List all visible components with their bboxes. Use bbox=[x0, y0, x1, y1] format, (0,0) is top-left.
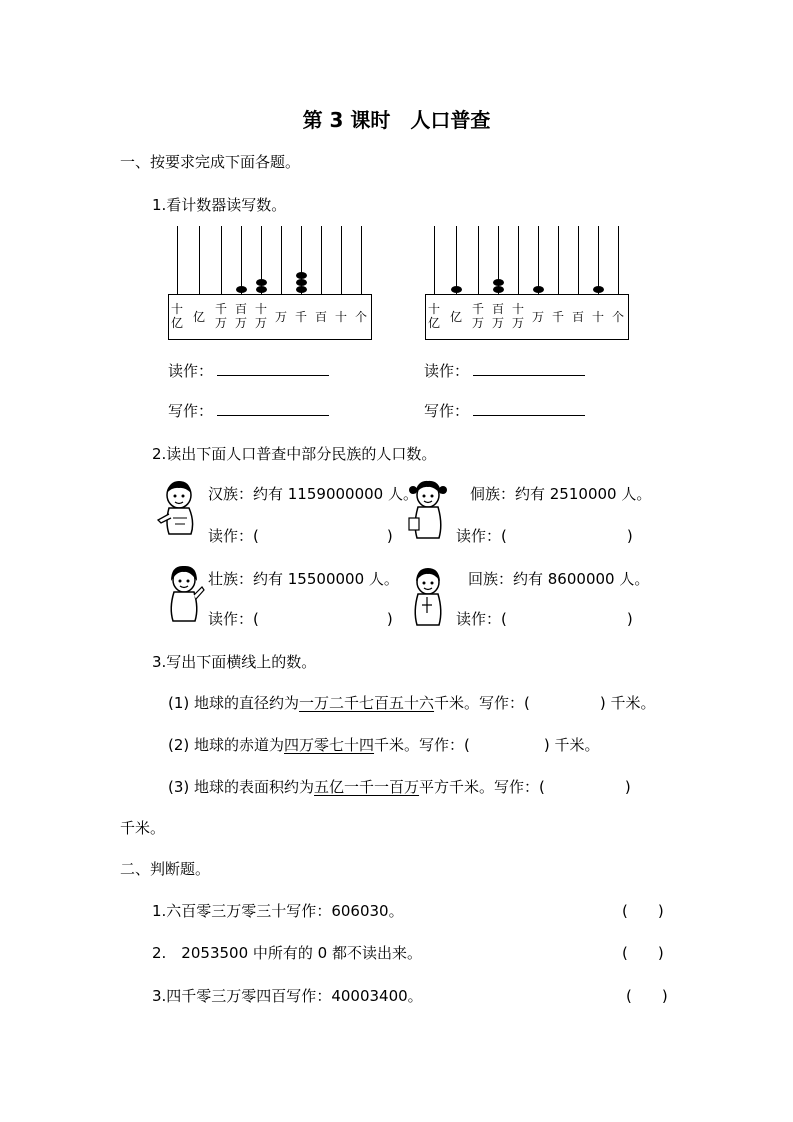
place-label bbox=[333, 310, 349, 324]
item-post: 平方千米。写作：( bbox=[419, 778, 545, 796]
judge-item-1: 1.六百零三万零三十写作：606030。 bbox=[152, 902, 404, 920]
place-label bbox=[213, 302, 229, 330]
section1-heading: 一、按要求完成下面各题。 bbox=[120, 153, 301, 171]
read-label: 读作： bbox=[424, 362, 470, 380]
read-label: 读作： bbox=[168, 362, 214, 380]
place-label-char: 个 bbox=[611, 310, 624, 324]
place-label bbox=[570, 310, 586, 324]
abacus-rod bbox=[241, 226, 242, 294]
judge-paren-3[interactable]: ( ) bbox=[626, 987, 668, 1005]
place-label bbox=[169, 302, 185, 330]
place-label-char: 个 bbox=[354, 310, 367, 324]
place-label bbox=[233, 302, 249, 330]
item-close: ) bbox=[624, 778, 631, 796]
abacus-rod bbox=[558, 226, 559, 294]
place-label-char: 十 bbox=[170, 302, 183, 316]
place-label bbox=[353, 310, 369, 324]
q2-label: 2.读出下面人口普查中部分民族的人口数。 bbox=[152, 445, 437, 463]
abacus-rod bbox=[518, 226, 519, 294]
place-label-char: 十 bbox=[427, 302, 440, 316]
place-label-char: 亿 bbox=[449, 310, 462, 324]
read-open: 读作：( bbox=[208, 610, 259, 628]
place-label-char: 千 bbox=[214, 302, 227, 316]
abacus-bead bbox=[451, 286, 462, 293]
dong-read bbox=[456, 525, 633, 546]
place-label bbox=[610, 310, 626, 324]
abacus-rod bbox=[618, 226, 619, 294]
place-label bbox=[313, 310, 329, 324]
item-close: ) 千米。 bbox=[543, 736, 600, 754]
abacus-bead bbox=[256, 286, 267, 293]
place-label-char: 十 bbox=[591, 310, 604, 324]
item-close: ) 千米。 bbox=[599, 694, 656, 712]
abacus-rod bbox=[538, 226, 539, 294]
place-label-char: 百 bbox=[314, 310, 327, 324]
place-label-char: 百 bbox=[491, 302, 504, 316]
abacus-rod bbox=[434, 226, 435, 294]
item-pre: (3) 地球的表面积约为 bbox=[168, 778, 315, 796]
place-label-char: 亿 bbox=[427, 316, 440, 330]
place-label-char: 万 bbox=[234, 316, 247, 330]
write-blank-2[interactable] bbox=[473, 401, 585, 416]
page-title: 第 3 课时 人口普查 bbox=[302, 108, 491, 132]
abacus-bead bbox=[256, 279, 267, 286]
place-label-char: 万 bbox=[531, 310, 544, 324]
zhuang-read bbox=[208, 608, 393, 629]
read-open: 读作：( bbox=[456, 610, 507, 628]
read-blank-1[interactable] bbox=[217, 361, 329, 376]
place-label bbox=[550, 310, 566, 324]
child-boy-icon bbox=[155, 478, 201, 536]
abacus-bead bbox=[236, 286, 247, 293]
read-close: ) bbox=[626, 527, 633, 545]
place-label-char: 千 bbox=[294, 310, 307, 324]
read-close: ) bbox=[386, 527, 393, 545]
place-label bbox=[253, 302, 269, 330]
read-row-1 bbox=[168, 360, 329, 381]
read-open: 读作：( bbox=[208, 527, 259, 545]
abacus-rod bbox=[578, 226, 579, 294]
q3-item-2 bbox=[168, 734, 600, 755]
q3-label: 3.写出下面横线上的数。 bbox=[152, 653, 317, 671]
read-row-2 bbox=[424, 360, 585, 381]
read-open: 读作：( bbox=[456, 527, 507, 545]
place-label-char: 万 bbox=[214, 316, 227, 330]
place-label bbox=[448, 310, 464, 324]
write-label: 写作： bbox=[168, 402, 214, 420]
abacus-bead bbox=[296, 272, 307, 279]
abacus-rod bbox=[341, 226, 342, 294]
place-label-char: 万 bbox=[511, 316, 524, 330]
section2-heading: 二、判断题。 bbox=[120, 860, 211, 878]
place-label-char: 十 bbox=[511, 302, 524, 316]
q1-label: 1.看计数器读写数。 bbox=[152, 196, 287, 214]
place-label bbox=[426, 302, 442, 330]
child-girl-2-icon bbox=[162, 563, 206, 623]
abacus-bead bbox=[493, 286, 504, 293]
zhuang-text: 壮族：约有 15500000 人。 bbox=[208, 570, 399, 588]
judge-paren-2[interactable]: ( ) bbox=[622, 944, 664, 962]
abacus-bead bbox=[296, 286, 307, 293]
write-label: 写作： bbox=[424, 402, 470, 420]
place-label-char: 万 bbox=[274, 310, 287, 324]
abacus-rod bbox=[456, 226, 457, 294]
abacus-bead bbox=[493, 279, 504, 286]
read-close: ) bbox=[626, 610, 633, 628]
abacus-rod bbox=[221, 226, 222, 294]
q3-item-1 bbox=[168, 692, 656, 713]
abacus-rod bbox=[598, 226, 599, 294]
item-underlined: 一万二千七百五十六 bbox=[299, 694, 435, 712]
place-label bbox=[510, 302, 526, 330]
read-close: ) bbox=[386, 610, 393, 628]
place-label bbox=[293, 310, 309, 324]
han-read bbox=[208, 525, 393, 546]
abacus-rod bbox=[478, 226, 479, 294]
abacus-rod bbox=[177, 226, 178, 294]
hui-read bbox=[456, 608, 633, 629]
place-label-char: 十 bbox=[334, 310, 347, 324]
abacus-bead bbox=[296, 279, 307, 286]
place-label-char: 千 bbox=[551, 310, 564, 324]
abacus-bead bbox=[593, 286, 604, 293]
place-label bbox=[490, 302, 506, 330]
abacus-rod bbox=[199, 226, 200, 294]
judge-item-3: 3.四千零三万零四百写作：40003400。 bbox=[152, 987, 423, 1005]
abacus-rod bbox=[361, 226, 362, 294]
abacus-1 bbox=[168, 226, 372, 354]
place-label-char: 千 bbox=[471, 302, 484, 316]
dong-text: 侗族：约有 2510000 人。 bbox=[470, 485, 652, 503]
place-label-char: 亿 bbox=[192, 310, 205, 324]
place-label-char: 百 bbox=[571, 310, 584, 324]
write-row-2 bbox=[424, 400, 585, 421]
write-row-1 bbox=[168, 400, 329, 421]
abacus-rod bbox=[281, 226, 282, 294]
place-label bbox=[273, 310, 289, 324]
item-underlined: 四万零七十四 bbox=[284, 736, 375, 754]
place-label-char: 万 bbox=[471, 316, 484, 330]
place-label-char: 十 bbox=[254, 302, 267, 316]
child-boy-2-icon bbox=[407, 565, 449, 627]
place-label bbox=[191, 310, 207, 324]
item-post: 千米。写作：( bbox=[374, 736, 470, 754]
judge-paren-1[interactable]: ( ) bbox=[622, 902, 664, 920]
q3-wrap: 千米。 bbox=[120, 819, 166, 837]
place-label-char: 亿 bbox=[170, 316, 183, 330]
place-label bbox=[530, 310, 546, 324]
abacus-rod bbox=[321, 226, 322, 294]
abacus-2 bbox=[425, 226, 629, 354]
place-label bbox=[590, 310, 606, 324]
place-label bbox=[470, 302, 486, 330]
item-underlined: 五亿一千一百万 bbox=[314, 778, 420, 796]
place-label-char: 万 bbox=[491, 316, 504, 330]
q3-item-3 bbox=[168, 776, 631, 797]
hui-text: 回族：约有 8600000 人。 bbox=[468, 570, 650, 588]
item-post: 千米。写作：( bbox=[434, 694, 530, 712]
place-label-char: 万 bbox=[254, 316, 267, 330]
han-text: 汉族：约有 1159000000 人。 bbox=[208, 485, 418, 503]
read-blank-2[interactable] bbox=[473, 361, 585, 376]
judge-item-2: 2. 2053500 中所有的 0 都不读出来。 bbox=[152, 944, 422, 962]
place-label-char: 百 bbox=[234, 302, 247, 316]
abacus-bead bbox=[533, 286, 544, 293]
item-pre: (1) 地球的直径约为 bbox=[168, 694, 300, 712]
write-blank-1[interactable] bbox=[217, 401, 329, 416]
item-pre: (2) 地球的赤道为 bbox=[168, 736, 285, 754]
